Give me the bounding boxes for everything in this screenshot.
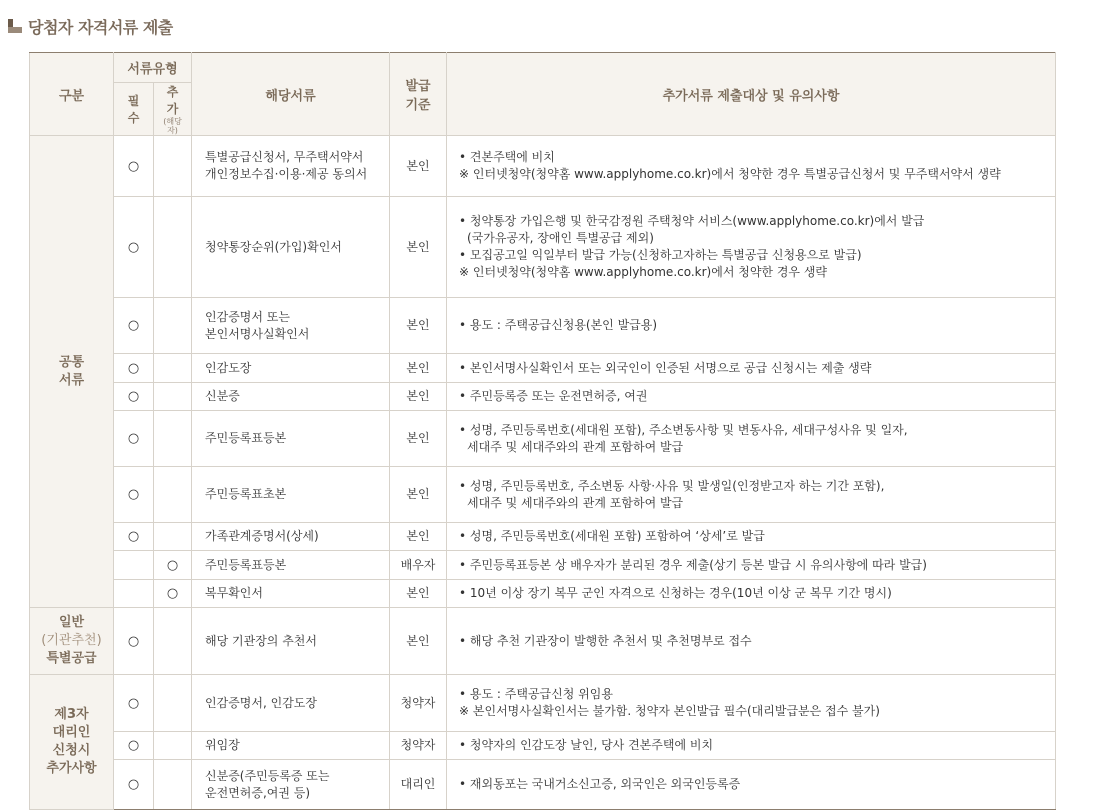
- header-category: 구분: [30, 53, 114, 136]
- group-general-recommendation: 일반 (기관추천) 특별공급: [30, 608, 114, 675]
- additional-cell: [154, 467, 192, 523]
- document-notes: • 해당 추천 기관장이 발행한 추천서 및 추천명부로 접수: [447, 608, 1056, 675]
- issue-basis: 본인: [390, 354, 447, 383]
- document-notes: • 성명, 주민등록번호(세대원 포함), 주소변동사항 및 변동사유, 세대구성사유 및 일자, 세대주 및 세대주와의 관계 포함하여 발급: [447, 411, 1056, 467]
- issue-basis: 본인: [390, 523, 447, 551]
- document-notes: • 본인서명사실확인서 또는 외국인이 인증된 서명으로 공급 신청시는 제출 생략: [447, 354, 1056, 383]
- issue-basis: 본인: [390, 411, 447, 467]
- header-doc-type: 서류유형: [114, 53, 192, 83]
- required-mark: ○: [114, 467, 154, 523]
- required-mark: ○: [114, 608, 154, 675]
- section-bullet-icon: [8, 19, 22, 33]
- issue-basis: 본인: [390, 298, 447, 354]
- issue-basis: 본인: [390, 608, 447, 675]
- header-issue-basis: 발급 기준: [390, 53, 447, 136]
- table-row: [30, 732, 1056, 760]
- table-row: [30, 551, 1056, 580]
- group-common: 공통 서류: [30, 136, 114, 608]
- additional-cell: [154, 197, 192, 298]
- issue-basis: 본인: [390, 197, 447, 298]
- document-name: 주민등록표초본: [192, 467, 390, 523]
- table-row: [30, 523, 1056, 551]
- additional-cell: [154, 608, 192, 675]
- required-mark: ○: [114, 760, 154, 810]
- table-row: [30, 298, 1056, 354]
- required-mark: ○: [114, 411, 154, 467]
- required-mark: ○: [114, 298, 154, 354]
- table-row: [30, 675, 1056, 732]
- document-notes: • 10년 이상 장기 복무 군인 자격으로 신청하는 경우(10년 이상 군 복무 기간 명시): [447, 580, 1056, 608]
- document-name: 신분증: [192, 383, 390, 411]
- required-cell: [114, 580, 154, 608]
- additional-cell: [154, 411, 192, 467]
- table-row: [30, 760, 1056, 810]
- document-notes: • 주민등록증 또는 운전면허증, 여권: [447, 383, 1056, 411]
- issue-basis: 배우자: [390, 551, 447, 580]
- table-row: [30, 580, 1056, 608]
- table-row: [30, 411, 1056, 467]
- table-row: [30, 354, 1056, 383]
- additional-mark: ○: [154, 551, 192, 580]
- additional-cell: [154, 675, 192, 732]
- document-notes: • 청약자의 인감도장 날인, 당사 견본주택에 비치: [447, 732, 1056, 760]
- document-notes: • 재외동포는 국내거소신고증, 외국인은 외국인등록증: [447, 760, 1056, 810]
- required-cell: [114, 551, 154, 580]
- section-title-text: 당첨자 자격서류 제출: [28, 17, 173, 37]
- document-name: 특별공급신청서, 무주택서약서 개인정보수집·이용·제공 동의서: [192, 136, 390, 197]
- table-row: [30, 383, 1056, 411]
- document-name: 인감증명서, 인감도장: [192, 675, 390, 732]
- issue-basis: 청약자: [390, 675, 447, 732]
- group-proxy: 제3자 대리인 신청시 추가사항: [30, 675, 114, 810]
- table-row: [30, 197, 1056, 298]
- additional-cell: [154, 760, 192, 810]
- document-name: 위임장: [192, 732, 390, 760]
- header-row: [30, 53, 1056, 83]
- document-name: 신분증(주민등록증 또는 운전면허증,여권 등): [192, 760, 390, 810]
- document-name: 청약통장순위(가입)확인서: [192, 197, 390, 298]
- document-name: 주민등록표등본: [192, 551, 390, 580]
- issue-basis: 본인: [390, 467, 447, 523]
- document-notes: • 주민등록표등본 상 배우자가 분리된 경우 제출(상기 등본 발급 시 유의사항에 따라 발급): [447, 551, 1056, 580]
- additional-cell: [154, 732, 192, 760]
- header-documents: 해당서류: [192, 53, 390, 136]
- documents-table: [29, 52, 1056, 810]
- document-notes: • 청약통장 가입은행 및 한국감정원 주택청약 서비스(www.applyhome.co.kr)에서 발급 (국가유공자, 장애인 특별공급 제외) • 모집공고일 익일부터 발급 가능(신청하고자하는 특별공급 신청용으로 발급) ※ 인터넷청약(청약홈 www.applyhome.co.kr)에서 청약한 경우 생략: [447, 197, 1056, 298]
- required-mark: ○: [114, 523, 154, 551]
- document-name: 인감도장: [192, 354, 390, 383]
- header-required: 필수: [114, 83, 154, 136]
- issue-basis: 본인: [390, 383, 447, 411]
- additional-cell: [154, 298, 192, 354]
- required-mark: ○: [114, 354, 154, 383]
- document-name: 주민등록표등본: [192, 411, 390, 467]
- header-additional: 추가 (해당자): [154, 83, 192, 136]
- document-notes: • 용도 : 주택공급신청용(본인 발급용): [447, 298, 1056, 354]
- document-notes: • 용도 : 주택공급신청 위임용 ※ 본인서명사실확인서는 불가함. 청약자 본인발급 필수(대리발급분은 접수 불가): [447, 675, 1056, 732]
- required-mark: ○: [114, 136, 154, 197]
- required-mark: ○: [114, 197, 154, 298]
- table-row: [30, 467, 1056, 523]
- issue-basis: 본인: [390, 580, 447, 608]
- table-row: [30, 136, 1056, 197]
- issue-basis: 본인: [390, 136, 447, 197]
- document-notes: • 성명, 주민등록번호, 주소변동 사항·사유 및 발생일(인정받고자 하는 기간 포함), 세대주 및 세대주와의 관계 포함하여 발급: [447, 467, 1056, 523]
- additional-cell: [154, 354, 192, 383]
- document-notes: • 성명, 주민등록번호(세대원 포함) 포함하여 ‘상세’로 발급: [447, 523, 1056, 551]
- issue-basis: 청약자: [390, 732, 447, 760]
- document-name: 인감증명서 또는 본인서명사실확인서: [192, 298, 390, 354]
- required-mark: ○: [114, 732, 154, 760]
- document-name: 해당 기관장의 추천서: [192, 608, 390, 675]
- required-mark: ○: [114, 675, 154, 732]
- required-mark: ○: [114, 383, 154, 411]
- additional-cell: [154, 136, 192, 197]
- additional-mark: ○: [154, 580, 192, 608]
- document-name: 가족관계증명서(상세): [192, 523, 390, 551]
- additional-cell: [154, 383, 192, 411]
- additional-cell: [154, 523, 192, 551]
- document-name: 복무확인서: [192, 580, 390, 608]
- section-title: [8, 14, 173, 38]
- header-notes: 추가서류 제출대상 및 유의사항: [447, 53, 1056, 136]
- issue-basis: 대리인: [390, 760, 447, 810]
- table-row: [30, 608, 1056, 675]
- document-notes: • 견본주택에 비치 ※ 인터넷청약(청약홈 www.applyhome.co.kr)에서 청약한 경우 특별공급신청서 및 무주택서약서 생략: [447, 136, 1056, 197]
